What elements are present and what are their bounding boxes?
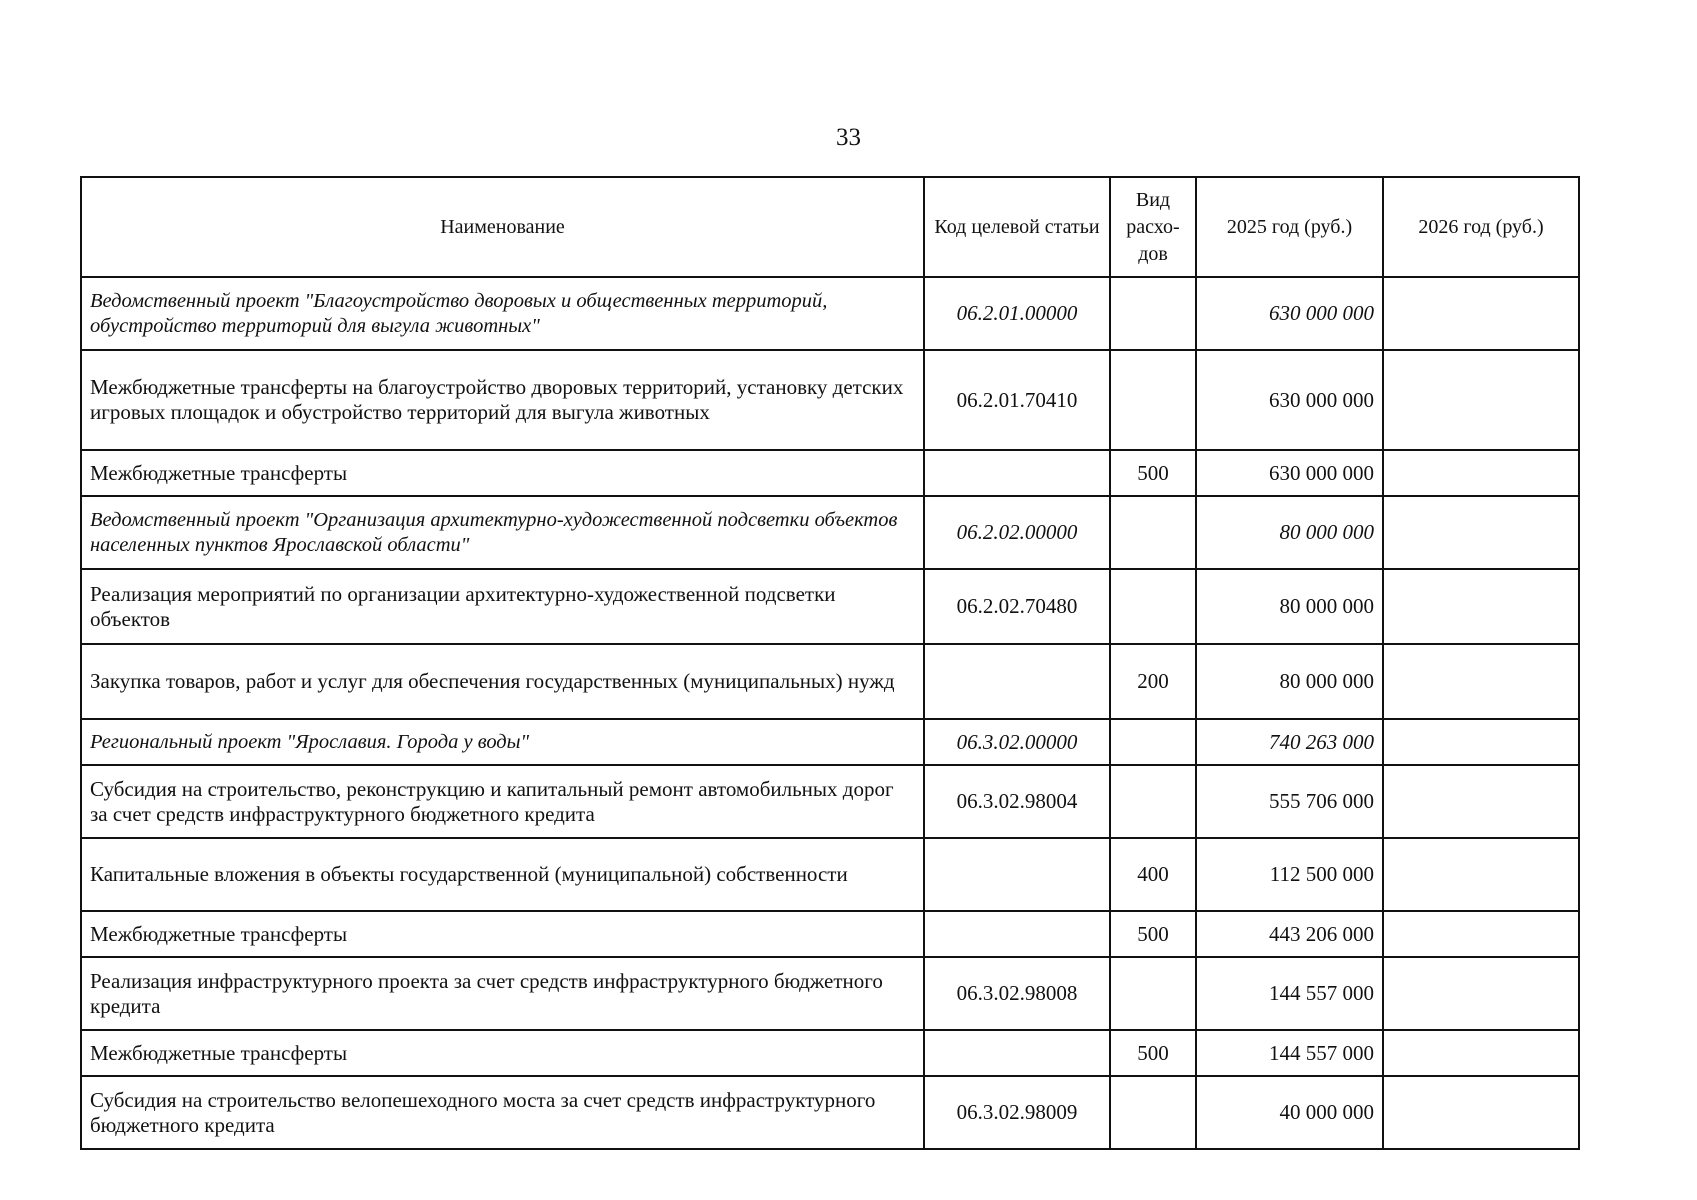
- row-code: 06.3.02.00000: [924, 719, 1110, 765]
- row-name: Межбюджетные трансферты: [81, 450, 924, 496]
- page-number: 33: [836, 124, 861, 151]
- table-row: [81, 644, 1579, 719]
- row-kind: [1110, 569, 1196, 644]
- row-amount-2025: 630 000 000: [1196, 277, 1383, 350]
- row-amount-2025: 443 206 000: [1196, 911, 1383, 957]
- row-amount-2026: [1383, 911, 1579, 957]
- row-amount-2025: 40 000 000: [1196, 1076, 1383, 1149]
- table-row: [81, 957, 1579, 1030]
- header-code: Код целевой статьи: [924, 177, 1110, 277]
- row-kind: [1110, 496, 1196, 569]
- row-code: [924, 1030, 1110, 1076]
- row-kind: [1110, 957, 1196, 1030]
- row-amount-2025: 112 500 000: [1196, 838, 1383, 911]
- table-row: [81, 911, 1579, 957]
- header-name: Наименование: [81, 177, 924, 277]
- row-amount-2026: [1383, 765, 1579, 838]
- row-name: Реализация мероприятий по организации архитектурно-художественной подсветки объектов: [81, 569, 924, 644]
- table-row: [81, 765, 1579, 838]
- row-amount-2026: [1383, 569, 1579, 644]
- row-amount-2026: [1383, 838, 1579, 911]
- row-code: [924, 644, 1110, 719]
- row-code: 06.3.02.98008: [924, 957, 1110, 1030]
- row-amount-2026: [1383, 1030, 1579, 1076]
- row-kind: [1110, 765, 1196, 838]
- table-row: [81, 719, 1579, 765]
- row-amount-2025: 80 000 000: [1196, 644, 1383, 719]
- row-name: Субсидия на строительство велопешеходного моста за счет средств инфраструктурного бюджетного кредита: [81, 1076, 924, 1149]
- table-row: [81, 1030, 1579, 1076]
- row-name: Региональный проект "Ярославия. Города у воды": [81, 719, 924, 765]
- row-amount-2025: 80 000 000: [1196, 569, 1383, 644]
- row-code: 06.2.01.70410: [924, 350, 1110, 450]
- row-name: Ведомственный проект "Благоустройство дворовых и общественных территорий, обустройство территорий для выгула животных": [81, 277, 924, 350]
- header-kind: Вид расхо-дов: [1110, 177, 1196, 277]
- row-amount-2025: 630 000 000: [1196, 350, 1383, 450]
- table-row: [81, 277, 1579, 350]
- row-code: [924, 911, 1110, 957]
- row-code: 06.2.02.00000: [924, 496, 1110, 569]
- row-code: [924, 838, 1110, 911]
- row-kind: [1110, 719, 1196, 765]
- row-name: Субсидия на строительство, реконструкцию и капитальный ремонт автомобильных дорог за счет средств инфраструктурного бюджетного кредита: [81, 765, 924, 838]
- row-amount-2026: [1383, 496, 1579, 569]
- row-name: Закупка товаров, работ и услуг для обеспечения государственных (муниципальных) нужд: [81, 644, 924, 719]
- row-amount-2026: [1383, 957, 1579, 1030]
- row-code: 06.3.02.98009: [924, 1076, 1110, 1149]
- row-name: Реализация инфраструктурного проекта за счет средств инфраструктурного бюджетного кредита: [81, 957, 924, 1030]
- row-kind: [1110, 350, 1196, 450]
- row-amount-2026: [1383, 644, 1579, 719]
- row-kind: 500: [1110, 911, 1196, 957]
- row-kind: 500: [1110, 1030, 1196, 1076]
- row-kind: [1110, 277, 1196, 350]
- table-header-row: [81, 177, 1579, 277]
- row-kind: 500: [1110, 450, 1196, 496]
- table-row: [81, 1076, 1579, 1149]
- row-code: 06.2.01.00000: [924, 277, 1110, 350]
- row-amount-2025: 144 557 000: [1196, 1030, 1383, 1076]
- table-row: [81, 450, 1579, 496]
- row-amount-2025: 144 557 000: [1196, 957, 1383, 1030]
- row-amount-2025: 80 000 000: [1196, 496, 1383, 569]
- header-2025: 2025 год (руб.): [1196, 177, 1383, 277]
- table-row: [81, 350, 1579, 450]
- row-name: Межбюджетные трансферты: [81, 1030, 924, 1076]
- row-amount-2026: [1383, 1076, 1579, 1149]
- row-amount-2025: 630 000 000: [1196, 450, 1383, 496]
- row-code: 06.3.02.98004: [924, 765, 1110, 838]
- row-kind: 400: [1110, 838, 1196, 911]
- row-code: [924, 450, 1110, 496]
- row-amount-2026: [1383, 350, 1579, 450]
- row-amount-2025: 555 706 000: [1196, 765, 1383, 838]
- budget-table: [80, 176, 1580, 1150]
- row-name: Капитальные вложения в объекты государственной (муниципальной) собственности: [81, 838, 924, 911]
- row-amount-2026: [1383, 277, 1579, 350]
- row-amount-2026: [1383, 450, 1579, 496]
- row-code: 06.2.02.70480: [924, 569, 1110, 644]
- table-row: [81, 838, 1579, 911]
- row-amount-2025: 740 263 000: [1196, 719, 1383, 765]
- row-amount-2026: [1383, 719, 1579, 765]
- table-row: [81, 496, 1579, 569]
- header-2026: 2026 год (руб.): [1383, 177, 1579, 277]
- row-kind: 200: [1110, 644, 1196, 719]
- row-name: Межбюджетные трансферты на благоустройство дворовых территорий, установку детских игровых площадок и обустройство территорий для выгула животных: [81, 350, 924, 450]
- row-kind: [1110, 1076, 1196, 1149]
- table-row: [81, 569, 1579, 644]
- row-name: Межбюджетные трансферты: [81, 911, 924, 957]
- row-name: Ведомственный проект "Организация архитектурно-художественной подсветки объектов населенных пунктов Ярославской области": [81, 496, 924, 569]
